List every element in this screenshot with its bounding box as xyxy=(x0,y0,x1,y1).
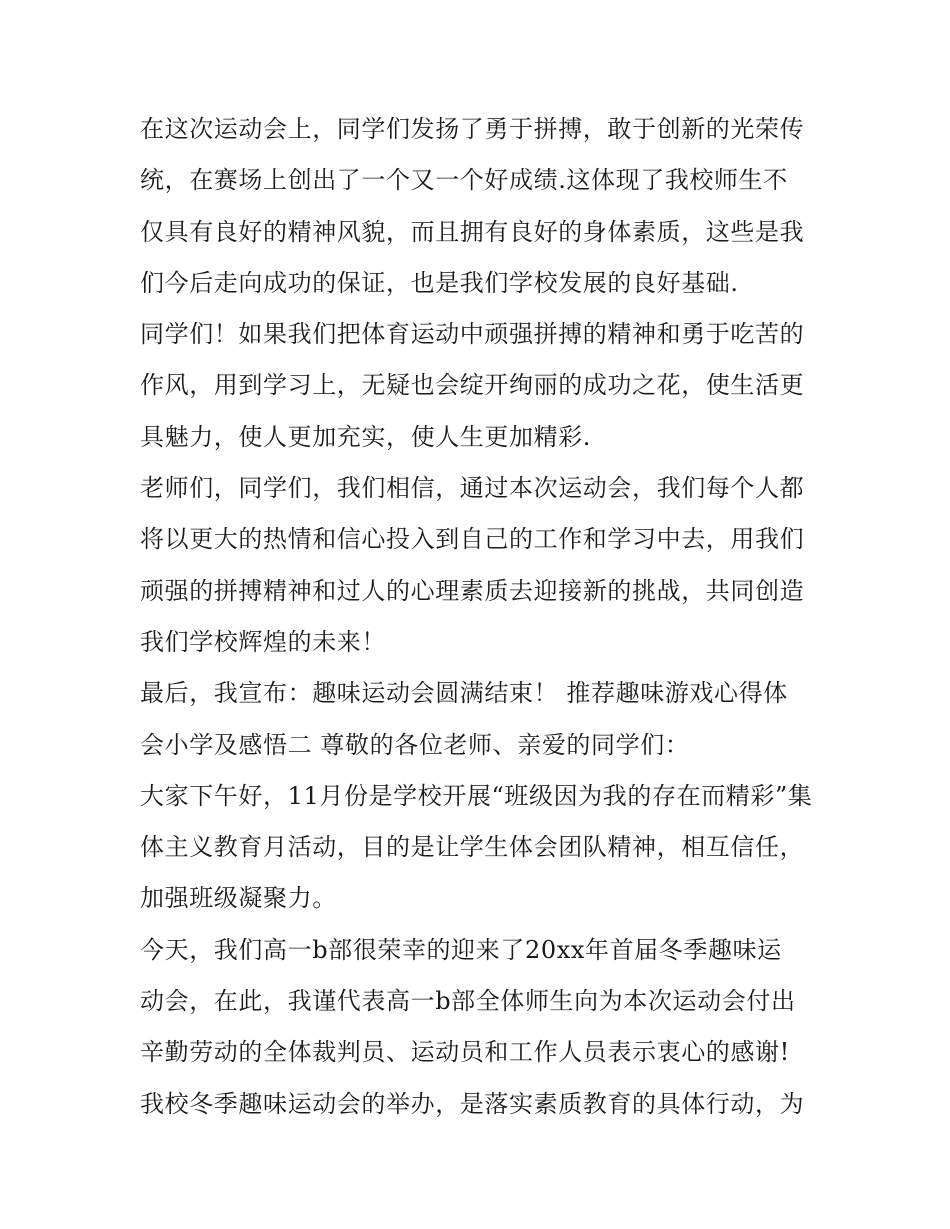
text-line-16: 加强班级凝聚力。 xyxy=(140,884,337,913)
text-line-8: 老师们，同学们，我们相信，通过本次运动会，我们每个人都 xyxy=(140,474,805,503)
text-line-17: 今天，我们高一b部很荣幸的迎来了20xx年首届冬季趣味运 xyxy=(140,935,782,964)
text-line-5: 同学们！如果我们把体育运动中顽强拼搏的精神和勇于吃苦的 xyxy=(140,320,805,349)
text-line-7: 具魅力，使人更加充实，使人生更加精彩. xyxy=(140,422,592,451)
text-line-11: 我们学校辉煌的未来！ xyxy=(140,627,386,656)
text-line-3: 仅具有良好的精神风貌，而且拥有良好的身体素质，这些是我 xyxy=(140,217,805,246)
text-line-15: 体主义教育月活动，目的是让学生体会团队精神，相互信任， xyxy=(140,833,805,862)
text-line-13: 会小学及感悟二 尊敬的各位老师、亲爱的同学们： xyxy=(140,730,690,759)
text-line-6: 作风，用到学习上，无疑也会绽开绚丽的成功之花，使生活更 xyxy=(140,371,805,400)
text-line-12: 最后，我宣布：趣味运动会圆满结束！ 推荐趣味游戏心得体 xyxy=(140,679,788,708)
text-line-19: 辛勤劳动的全体裁判员、运动员和工作人员表示衷心的感谢! xyxy=(140,1038,790,1067)
text-line-14: 大家下午好，11月份是学校开展“班级因为我的存在而精彩”集 xyxy=(140,781,813,810)
text-line-4: 们今后走向成功的保证，也是我们学校发展的良好基础. xyxy=(140,268,739,297)
text-line-2: 统，在赛场上创出了一个又一个好成绩.这体现了我校师生不 xyxy=(140,166,788,195)
document-body xyxy=(140,104,816,1130)
text-line-9: 将以更大的热情和信心投入到自己的工作和学习中去，用我们 xyxy=(140,525,805,554)
text-line-20: 我校冬季趣味运动会的举办，是落实素质教育的具体行动，为 xyxy=(140,1089,805,1118)
text-line-10: 顽强的拼搏精神和过人的心理素质去迎接新的挑战，共同创造 xyxy=(140,576,805,605)
text-line-18: 动会，在此，我谨代表高一b部全体师生向为本次运动会付出 xyxy=(140,987,796,1016)
text-line-1: 在这次运动会上，同学们发扬了勇于拼搏，敢于创新的光荣传 xyxy=(140,115,805,143)
